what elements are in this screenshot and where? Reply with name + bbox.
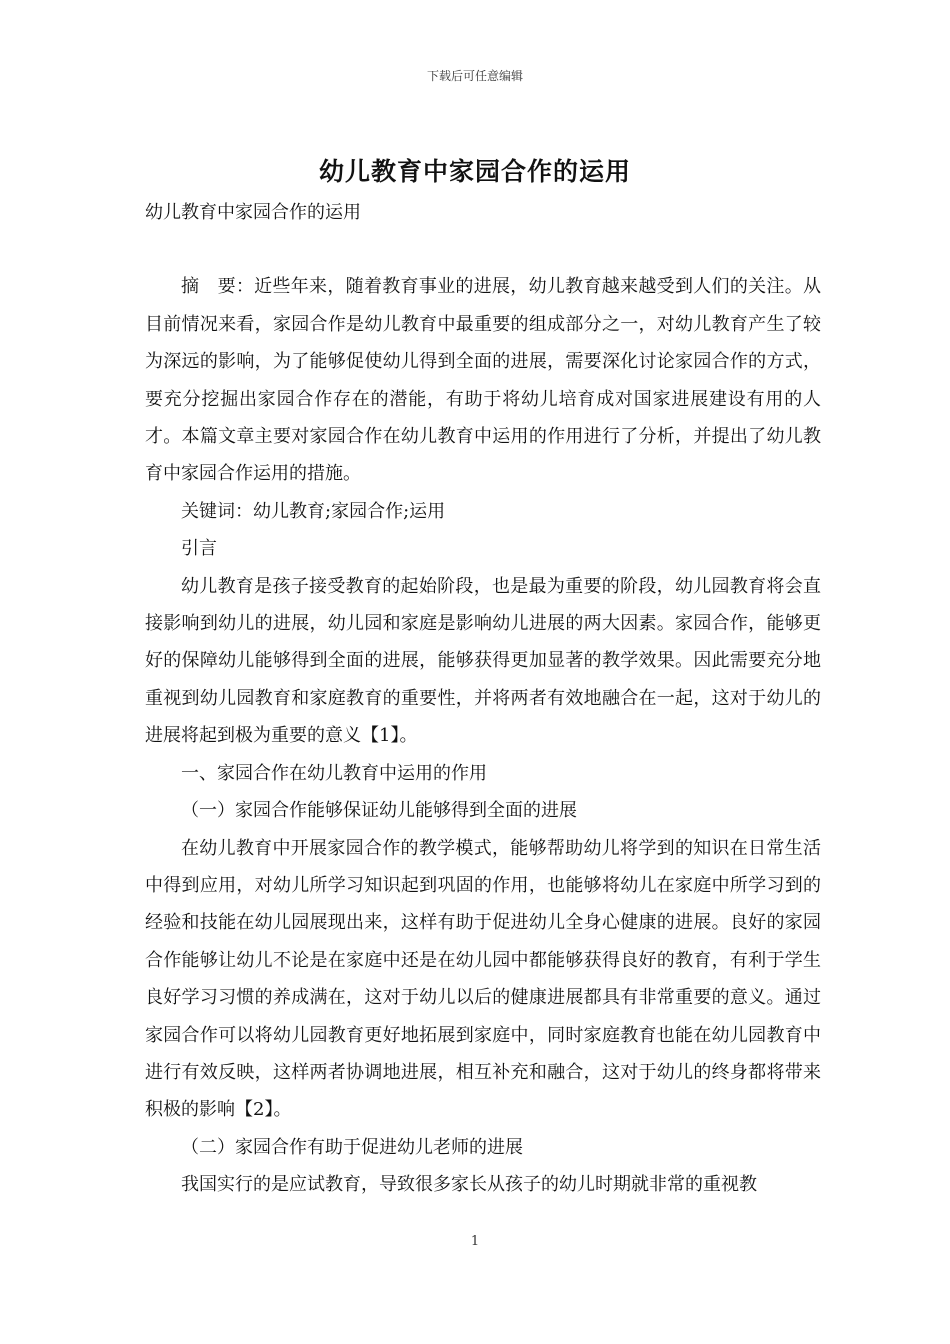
abstract-paragraph: 摘 要：近些年来，随着教育事业的进展，幼儿教育越来越受到人们的关注。从目前情况来看，家园合作是幼儿教育中最重要的组成部分之一，对幼儿教育产生了较为深远的影响，为了能够促使幼儿得到全面的进展，需要深化讨论家园合作的方式，要充分挖掘出家园合作存在的潜能，有助于将幼儿培育成对国家进展建设有用的人才。本篇文章主要对家园合作在幼儿教育中运用的作用进行了分析，并提出了幼儿教育中家园合作运用的措施。	[145, 276, 821, 485]
intro-paragraph: 幼儿教育是孩子接受教育的起始阶段，也是最为重要的阶段，幼儿园教育将会直接影响到幼儿的进展，幼儿园和家庭是影响幼儿进展的两大因素。家园合作，能够更好的保障幼儿能够得到全面的进展，能够获得更加显著的教学效果。因此需要充分地重视到幼儿园教育和家庭教育的重要性，并将两者有效地融合在一起，这对于幼儿的进展将起到极为重要的意义【1】。	[145, 575, 821, 747]
blank-line	[145, 231, 821, 268]
document-body	[145, 194, 821, 1204]
subsection-heading-1: （一）家园合作能够保证幼儿能够得到全面的进展	[181, 800, 577, 822]
subsection-paragraph-1: 在幼儿教育中开展家园合作的教学模式，能够帮助幼儿将学到的知识在日常生活中得到应用，对幼儿所学习知识起到巩固的作用，也能够将幼儿在家庭中所学习到的经验和技能在幼儿园展现出来，这样有助于促进幼儿全身心健康的进展。良好的家园合作能够让幼儿不论是在家庭中还是在幼儿园中都能够获得良好的教育，有利于学生良好学习习惯的养成满在，这对于幼儿以后的健康进展都具有非常重要的意义。通过家园合作可以将幼儿园教育更好地拓展到家庭中，同时家庭教育也能在幼儿园教育中进行有效反映，这样两者协调地进展，相互补充和融合，这对于幼儿的终身都将带来积极的影响【2】。	[145, 837, 821, 1121]
subsection-paragraph-2: 我国实行的是应试教育，导致很多家长从孩子的幼儿时期就非常的重视教	[181, 1174, 757, 1196]
subtitle-line: 幼儿教育中家园合作的运用	[145, 202, 361, 223]
subsection-heading-2: （二）家园合作有助于促进幼儿老师的进展	[181, 1136, 523, 1158]
section-heading-1: 一、家园合作在幼儿教育中运用的作用	[181, 762, 487, 784]
document-title: 幼儿教育中家园合作的运用	[318, 157, 631, 186]
page-number: 1	[470, 1234, 480, 1249]
intro-heading: 引言	[181, 538, 217, 560]
header-note: 下载后可任意编辑	[426, 69, 523, 83]
keywords-line: 关键词：幼儿教育;家园合作;运用	[181, 500, 446, 522]
